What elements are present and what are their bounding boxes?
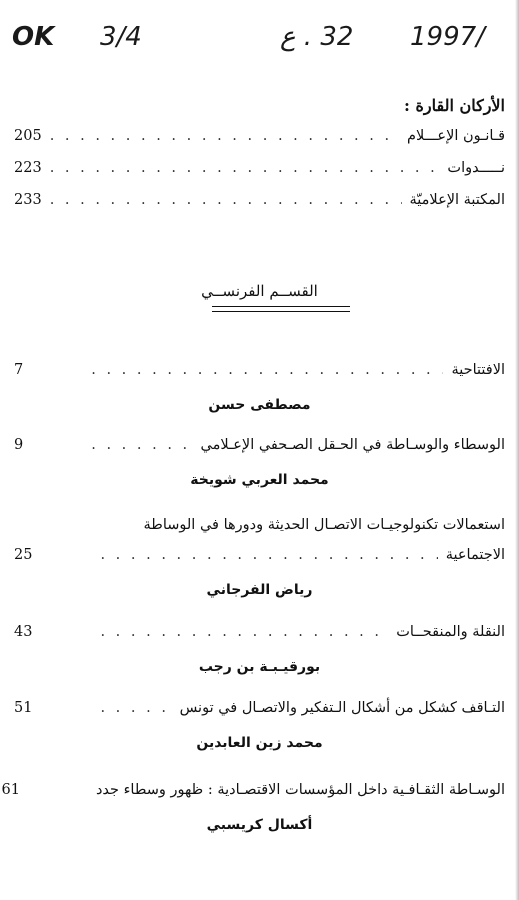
toc-leader-dots bbox=[100, 547, 437, 563]
french-section-title: القســم الفرنســي bbox=[201, 282, 318, 300]
article-author: مصطفى حسن bbox=[208, 397, 311, 413]
toc-entry-title: الاجتماعية bbox=[445, 547, 505, 563]
toc-entry-cultural-mediation[interactable] bbox=[1, 782, 505, 798]
toc-entry-page: 61 bbox=[1, 782, 20, 798]
toc-entry-page: 233 bbox=[14, 192, 42, 208]
toc-entry-transfer[interactable] bbox=[14, 624, 505, 640]
toc-leader-dots bbox=[50, 160, 440, 176]
toc-leader-dots bbox=[91, 362, 443, 378]
title-underline bbox=[212, 306, 350, 307]
title-underline bbox=[212, 311, 350, 312]
handwritten-ok-mark: OK bbox=[12, 22, 55, 52]
article-author: محمد العربي شويخة bbox=[190, 472, 329, 488]
toc-leader-dots bbox=[100, 700, 171, 716]
article-author: بورقيـبـة بن رجب bbox=[198, 659, 321, 675]
toc-entry-title-line1: استعمالات تكنولوجيـات الاتصـال الحديثة ودورها في الوساطة bbox=[143, 517, 505, 533]
toc-entry-media-library[interactable] bbox=[14, 192, 505, 208]
fixed-sections-heading: الأركان القارة : bbox=[404, 96, 505, 115]
toc-entry-page: 9 bbox=[14, 437, 24, 453]
toc-entry-page: 223 bbox=[14, 160, 42, 176]
toc-entry-title: الوسطاء والوسـاطة في الحـقل الصـحفي الإعـلامي bbox=[200, 437, 505, 453]
toc-entry-intermediaries[interactable] bbox=[14, 437, 505, 453]
toc-entry-technologies[interactable] bbox=[14, 547, 505, 563]
article-author: محمد زين العابدين bbox=[196, 735, 323, 751]
toc-entry-page: 7 bbox=[14, 362, 24, 378]
toc-entry-title: قـانـون الإعـــلام bbox=[407, 128, 505, 144]
toc-entry-title: التـاقف كشكل من أشكال الـتفكير والاتصـال في تونس bbox=[179, 700, 505, 716]
toc-entry-title: المكتبة الإعلاميّة bbox=[409, 192, 505, 208]
toc-entry-page: 25 bbox=[14, 547, 33, 563]
toc-entry-title: الافتتاحية bbox=[451, 362, 505, 378]
toc-entry-seminars[interactable] bbox=[14, 160, 505, 176]
toc-leader-dots bbox=[100, 624, 388, 640]
toc-leader-dots bbox=[50, 128, 399, 144]
toc-entry-page: 205 bbox=[14, 128, 42, 144]
toc-entry-title: نـــــدوات bbox=[447, 160, 505, 176]
toc-leader-dots bbox=[91, 437, 192, 453]
toc-entry-editorial[interactable] bbox=[14, 362, 505, 378]
handwritten-fraction: 3/4 bbox=[100, 22, 142, 52]
handwritten-code: 32 . ع bbox=[280, 22, 354, 52]
toc-entry-page: 51 bbox=[14, 700, 33, 716]
toc-entry-title: الوسـاطة الثقـافـية داخل المؤسسات الاقتصـادية : ظهور وسطاء جدد bbox=[95, 782, 505, 798]
toc-entry-title: النقلة والمنقحــات bbox=[396, 624, 505, 640]
toc-entry-page: 43 bbox=[14, 624, 33, 640]
toc-entry-media-law[interactable] bbox=[14, 128, 505, 144]
toc-leader-dots bbox=[50, 192, 402, 208]
toc-entry-acculturation[interactable] bbox=[14, 700, 505, 716]
page-edge-shadow bbox=[515, 0, 519, 900]
article-author: أكسال كريسبي bbox=[206, 817, 313, 833]
handwritten-year: 1997/ bbox=[410, 22, 485, 52]
article-author: رياض الفرجاني bbox=[206, 582, 313, 598]
